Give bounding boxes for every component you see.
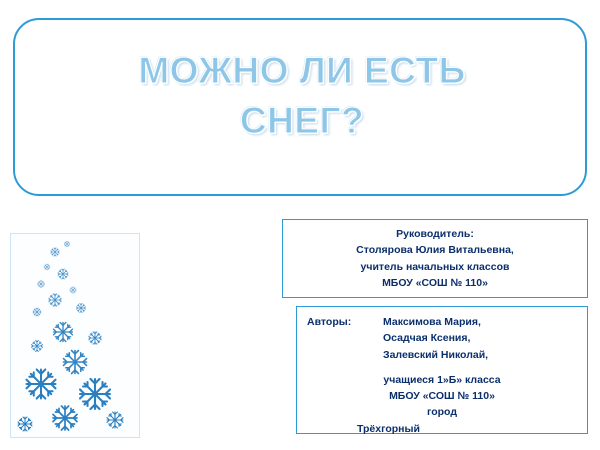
snowflakes-illustration bbox=[11, 234, 139, 437]
authors-city-label: город bbox=[426, 406, 457, 419]
authors-row bbox=[297, 347, 587, 363]
supervisor-school: МБОУ «СОШ № 110» bbox=[382, 276, 488, 289]
title-line-1: МОЖНО ЛИ ЕСТЬ bbox=[138, 50, 466, 91]
authors-row bbox=[297, 314, 587, 330]
authors-box bbox=[296, 306, 588, 434]
authors-city-name: Трёхгорный bbox=[357, 422, 420, 435]
supervisor-name: Столярова Юлия Витальевна, bbox=[356, 244, 514, 257]
title-line-2: СНЕГ? bbox=[239, 99, 365, 141]
authors-row bbox=[297, 330, 587, 346]
authors-label-spacer bbox=[297, 330, 383, 346]
title-box bbox=[13, 18, 587, 196]
supervisor-position: учитель начальных классов bbox=[360, 260, 510, 273]
authors-label-spacer bbox=[297, 347, 383, 363]
author-name-1: Максимова Мария, bbox=[383, 316, 481, 328]
page-title bbox=[45, 46, 559, 146]
supervisor-box bbox=[282, 219, 588, 298]
author-name-2: Осадчая Ксения, bbox=[383, 332, 471, 345]
spacer bbox=[297, 363, 587, 372]
snowflakes-photo bbox=[10, 233, 140, 438]
author-name-3: Залевский Николай, bbox=[383, 348, 489, 361]
supervisor-label: Руководитель: bbox=[396, 228, 474, 240]
authors-label: Авторы: bbox=[307, 316, 352, 328]
authors-class: учащиеся 1»Б» класса bbox=[383, 373, 501, 386]
authors-school: МБОУ «СОШ № 110» bbox=[389, 390, 495, 403]
